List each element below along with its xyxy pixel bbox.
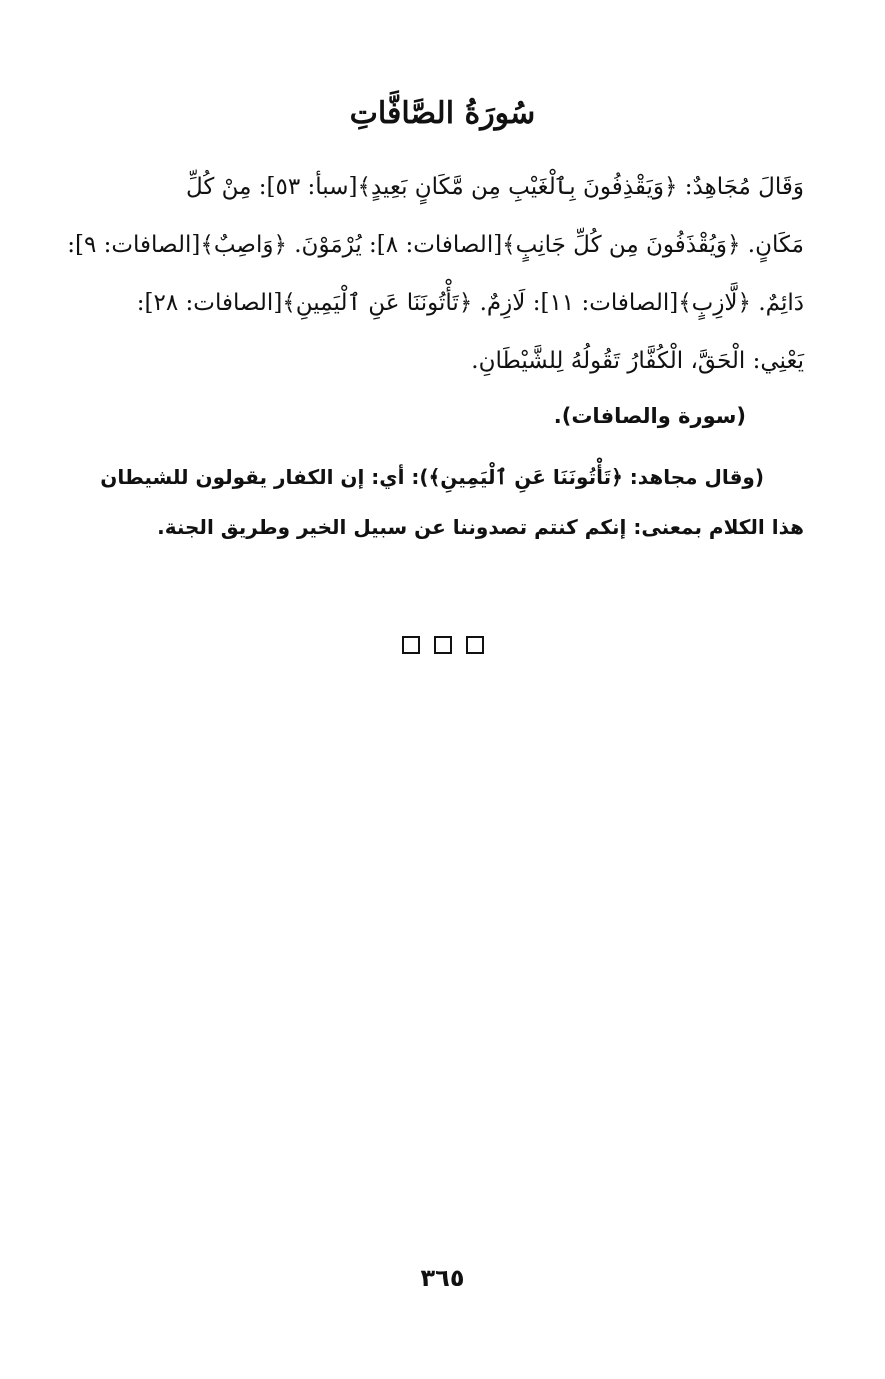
commentary-line: هذا الكلام بمعنى: إنكم كنتم تصدوننا عن سبيل الخير وطريق الجنة. <box>157 515 804 539</box>
commentary-heading: (سورة والصافات). <box>553 404 746 428</box>
commentary-text <box>82 452 804 552</box>
hadith-text <box>67 158 804 390</box>
square-icon <box>466 636 484 654</box>
hadith-text-line: دَائِمٌ. ﴿لَّازِبٍ﴾[الصافات: ١١]: لَازِمٌ. ﴿تَأْتُونَنَا عَنِ ٱلْيَمِينِ﴾[الصافات: ٢٨]: <box>136 290 804 316</box>
surah-title: سُورَةُ الصَّافَّاتِ <box>349 96 536 131</box>
square-icon <box>402 636 420 654</box>
square-icon <box>434 636 452 654</box>
hadith-text-line: يَعْنِي: الْحَقَّ، الْكُفَّارُ تَقُولُهُ لِلشَّيْطَانِ. <box>471 348 804 374</box>
section-divider <box>0 636 885 654</box>
hadith-text-line: مَكَانٍ. ﴿وَيُقْذَفُونَ مِن كُلِّ جَانِبٍ﴾[الصافات: ٨]: يُرْمَوْنَ. ﴿وَاصِبٌ﴾[الصافات: ٩]: <box>67 232 804 258</box>
commentary-line: (وقال مجاهد: ﴿تَأْتُونَنَا عَنِ ٱلْيَمِينِ﴾): أي: إن الكفار يقولون للشيطان <box>100 465 764 489</box>
page-number: ٣٦٥ <box>420 1264 465 1292</box>
hadith-text-line: وَقَالَ مُجَاهِدٌ: ﴿وَيَقْذِفُونَ بِٱلْغَيْبِ مِن مَّكَانٍ بَعِيدٍ﴾[سبأ: ٥٣]: مِنْ كُلِّ <box>185 174 804 200</box>
